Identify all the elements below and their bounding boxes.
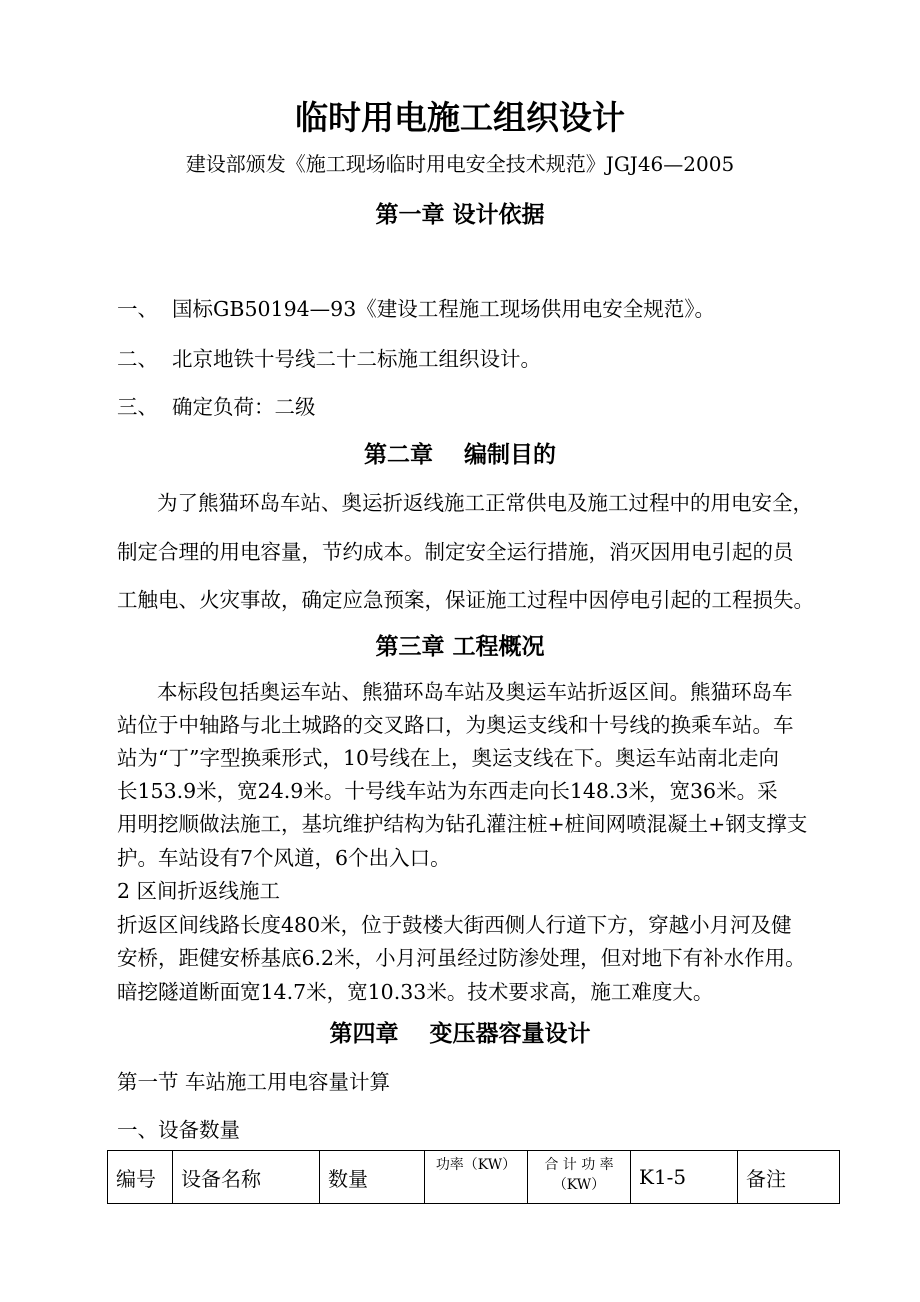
table-header-cell: 功率（KW） xyxy=(425,1151,528,1204)
equipment-table xyxy=(107,1150,840,1204)
subtitle: 建设部颁发《施工现场临时用电安全技术规范》JGJ46—2005 xyxy=(185,152,735,176)
table-header-row xyxy=(108,1151,840,1204)
list-item-number: 三、 xyxy=(117,395,158,419)
paragraph-line: 折返区间线路长度480米，位于鼓楼大街西侧人行道下方，穿越小月河及健 xyxy=(117,913,792,937)
chapter-1-heading: 第一章 设计依据 xyxy=(375,202,545,228)
chapter-2-heading: 第二章 编制目的 xyxy=(363,442,556,468)
paragraph-line: 护。车站设有7个风道，6个出入口。 xyxy=(117,846,451,870)
paragraph-line: 2 区间折返线施工 xyxy=(117,879,281,903)
list-item xyxy=(117,390,158,420)
paragraph-line: 工触电、火灾事故，确定应急预案，保证施工过程中因停电引起的工程损失。 xyxy=(117,588,814,612)
table-header-cell: 备注 xyxy=(738,1151,840,1204)
table-header-line: （KW） xyxy=(552,1177,606,1193)
chapter-3-heading: 第三章 工程概况 xyxy=(375,634,545,660)
paragraph-line: 本标段包括奥运车站、熊猫环岛车站及奥运车站折返区间。熊猫环岛车 xyxy=(157,680,793,704)
paragraph-line: 暗挖隧道断面宽14.7米，宽10.33米。技术要求高，施工难度大。 xyxy=(117,980,714,1004)
table-header-cell: K1-5 xyxy=(631,1151,738,1204)
list-item-text: 确定负荷：二级 xyxy=(172,395,316,419)
table-header-line: 合 计 功 率 xyxy=(544,1157,614,1173)
chapter-4-heading: 第四章 变压器容量设计 xyxy=(329,1021,591,1047)
list-item-text: 北京地铁十号线二十二标施工组织设计。 xyxy=(172,347,541,371)
list-item xyxy=(117,342,158,372)
list-item xyxy=(117,292,158,322)
paragraph-line: 制定合理的用电容量，节约成本。制定安全运行措施，消灭因用电引起的员 xyxy=(117,540,794,564)
section-heading: 第一节 车站施工用电容量计算 xyxy=(117,1070,391,1094)
table-header-cell: 编号 xyxy=(108,1151,173,1204)
paragraph-line: 站位于中轴路与北土城路的交叉路口，为奥运支线和十号线的换乘车站。车 xyxy=(117,713,794,737)
paragraph-line: 长153.9米，宽24.9米。十号线车站为东西走向长148.3米，宽36米。采 xyxy=(117,779,778,803)
table-header-cell: 设备名称 xyxy=(173,1151,320,1204)
subsection-heading: 一、设备数量 xyxy=(117,1118,240,1142)
table-header-cell xyxy=(528,1151,631,1204)
list-item-number: 二、 xyxy=(117,347,158,371)
paragraph-line: 为了熊猫环岛车站、奥运折返线施工正常供电及施工过程中的用电安全， xyxy=(157,491,813,515)
paragraph-line: 安桥，距健安桥基底6.2米，小月河虽经过防渗处理，但对地下有补水作用。 xyxy=(117,946,806,970)
list-item-number: 一、 xyxy=(117,297,158,321)
page-title: 临时用电施工组织设计 xyxy=(295,98,625,137)
paragraph-line: 用明挖顺做法施工，基坑维护结构为钻孔灌注桩+桩间网喷混凝土+钢支撑支 xyxy=(117,812,808,836)
list-item-text: 国标GB50194—93《建设工程施工现场供用电安全规范》。 xyxy=(172,297,715,321)
table-header-cell: 数量 xyxy=(320,1151,425,1204)
paragraph-line: 站为“丁”字型换乘形式，10号线在上，奥运支线在下。奥运车站南北走向 xyxy=(117,746,780,770)
